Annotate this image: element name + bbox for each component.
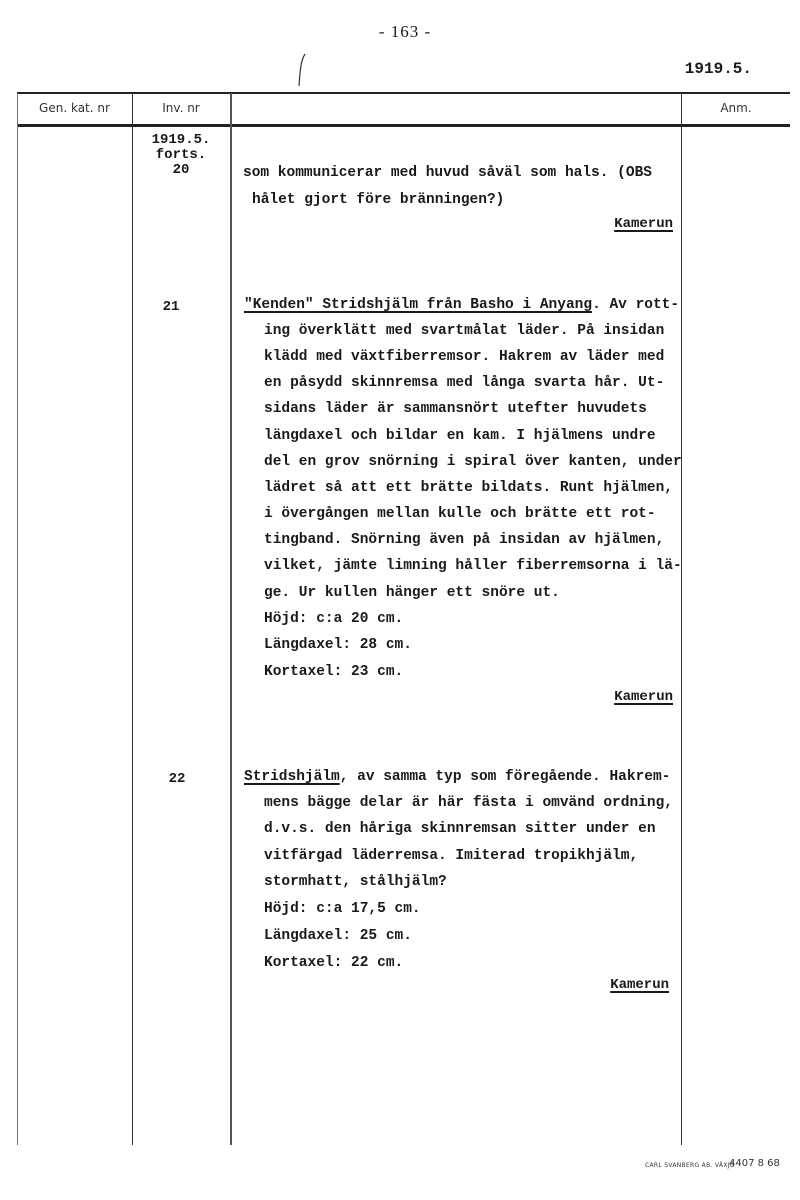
column-divider-inv-description [230,93,232,1145]
catalog-reference: 1919.5. [684,60,752,78]
place-of-origin: Kamerun [610,977,669,993]
column-divider-description-anm [681,93,682,1145]
description-line: vitfärgad läderremsa. Imiterad tropikhjälm, [264,848,639,864]
description-line: hålet gjort före bränningen?) [252,192,505,208]
measurement-height: Höjd: c:a 17,5 cm. [264,901,421,917]
entry-title-line [244,296,679,314]
measurement-height: Höjd: c:a 20 cm. [264,611,404,627]
description-line: ing överklätt med svartmålat läder. På insidan [264,323,665,339]
column-header-anm: Anm. [720,101,752,115]
inventory-number: 21 [162,299,180,315]
description-line: d.v.s. den håriga skinnremsan sitter under en [264,821,656,837]
entry-title-continuation: . Av rott- [592,297,680,313]
description-line: en påsydd skinnremsa med långa svarta hår. Ut- [264,375,665,391]
column-header-gen-kat-nr: Gen. kat. nr [39,101,110,115]
description-line: lädret så att ett brätte bildats. Runt hjälmen, [264,480,673,496]
description-line: tingband. Snörning även på insidan av hjälmen, [264,532,665,548]
entry-title-continuation: , av samma typ som föregående. Hakrem- [339,769,671,785]
printer-imprint: CARL SVANBERG AB. VÄXJÖ [645,1162,735,1169]
entry-title-line [244,768,670,786]
form-number: 4407 8 68 [729,1158,780,1169]
pen-stroke-mark [292,52,312,88]
column-divider-gen-inv [132,93,133,1145]
entry-title: Stridshjälm [244,769,340,785]
description-line: vilket, jämte limning håller fiberremsorna i lä- [264,558,682,574]
page-number: - 163 - [378,22,432,41]
description-line: sidans läder är sammansnört utefter huvudets [264,401,647,417]
column-header-inv-nr: Inv. nr [162,101,200,115]
inventory-number-continued [132,133,230,178]
description-line: som kommunicerar med huvud såväl som hals. (OBS [243,165,652,181]
entry-title: "Kenden" Stridshjälm från Basho i Anyang [244,297,593,313]
table-left-border [17,93,18,1145]
inventory-prefix: 1919.5. [151,132,211,148]
description-line: ge. Ur kullen hänger ett snöre ut. [264,585,560,601]
inventory-number: 22 [168,771,186,787]
description-line: stormhatt, stålhjälm? [264,874,447,890]
description-line: längdaxel och bildar en kam. I hjälmens undre [264,428,656,444]
description-line: klädd med växtfiberremsor. Hakrem av läder med [264,349,665,365]
inventory-number: 20 [172,162,190,178]
description-line: mens bägge delar är här fästa i omvänd ordning, [264,795,673,811]
measurement-short-axis: Kortaxel: 22 cm. [264,955,404,971]
measurement-short-axis: Kortaxel: 23 cm. [264,664,404,680]
description-line: del en grov snörning i spiral över kanten, under [264,454,682,470]
description-line: i övergången mellan kulle och brätte ett rot- [264,506,656,522]
measurement-length-axis: Längdaxel: 28 cm. [264,637,412,653]
measurement-length-axis: Längdaxel: 25 cm. [264,928,412,944]
place-of-origin: Kamerun [614,689,673,705]
place-of-origin: Kamerun [614,216,673,232]
continued-label: forts. [155,147,207,163]
